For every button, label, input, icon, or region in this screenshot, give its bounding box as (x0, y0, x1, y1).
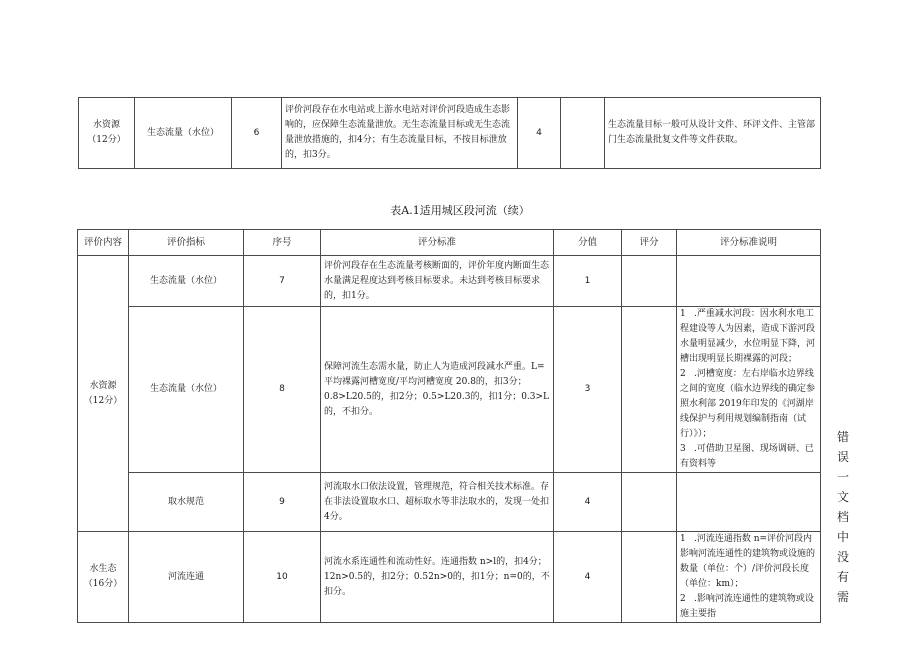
header-seq: 序号 (244, 230, 321, 256)
table-header-row (78, 230, 821, 256)
seq-cell: 9 (244, 473, 321, 532)
table-row (78, 532, 821, 623)
explain-cell (677, 307, 821, 473)
standard-cell: 保障河流生态需水量，防止人为造成河段减水严重。L=平均裸露河槽宽度/平均河槽宽度 20.8的，扣3分；0.8>L20.5的，扣2分；0.5>L20.3的，扣1分；0.3>L的，不扣分。 (321, 307, 554, 473)
score-cell (622, 532, 677, 623)
top-table (78, 97, 821, 169)
list-item: 2 .影响河流连通性的建筑物或设施主要指 (680, 594, 814, 619)
seq-cell: 7 (244, 256, 321, 307)
content-cell (78, 256, 129, 532)
explain-cell (677, 532, 821, 623)
table-row (79, 98, 821, 169)
seq-cell: 6 (232, 98, 282, 169)
content-score: （12分） (87, 135, 126, 145)
explain-cell: 生态流量目标一般可从设计文件、环评文件、主管部门生态流量批复文件等文件获取。 (605, 98, 821, 169)
value-cell: 4 (518, 98, 561, 169)
list-item: 2 .河槽宽度：左右岸临水边界线之间的宽度（临水边界线的确定参照水利部 2019年印发的《河湖岸线保护与利用规划编制指南（试行）》）； (680, 369, 816, 439)
indicator-cell: 河流连通 (129, 532, 244, 623)
standard-cell: 评价河段存在水电站或上游水电站对评价河段造成生态影响的，应保障生态流量泄放。无生态流量目标或无生态流量泄放措施的，扣4分；有生态流量目标，不按目标泄放的，扣3分。 (282, 98, 518, 169)
explain-cell (677, 473, 821, 532)
header-value: 分值 (554, 230, 622, 256)
header-content: 评价内容 (78, 230, 129, 256)
header-indicator: 评价指标 (129, 230, 244, 256)
score-cell (622, 256, 677, 307)
content-cell (78, 532, 129, 623)
value-cell: 4 (554, 532, 622, 623)
explain-list (680, 532, 817, 622)
content-label: 水资源 (92, 120, 120, 130)
indicator-cell: 生态流量（水位） (129, 307, 244, 473)
indicator-cell: 生态流量（水位） (129, 256, 244, 307)
header-score: 评分 (622, 230, 677, 256)
standard-cell: 河流取水口依法设置，管理规范，符合相关技术标准。存在非法设置取水口、超标取水等非法取水的，发现一处扣4分。 (321, 473, 554, 532)
value-cell: 3 (554, 307, 622, 473)
list-item: 1 .严重减水河段：因水利水电工程建设等人为因素，造成下游河段水量明显减少，水位明显下降，河槽出现明显长期裸露的河段； (680, 309, 816, 364)
content-cell (79, 98, 135, 169)
standard-cell: 评价河段存在生态流量考核断面的，评价年度内断面生态水量满足程度达到考核目标要求。未达到考核目标要求的，扣1分。 (321, 256, 554, 307)
side-note: 错误一文档中没有需 (836, 430, 849, 604)
table-row (78, 256, 821, 307)
indicator-cell: 取水规范 (129, 473, 244, 532)
table-row (78, 473, 821, 532)
table-row (78, 307, 821, 473)
content-score: （16分） (83, 579, 123, 589)
seq-cell: 10 (244, 532, 321, 623)
value-cell: 4 (554, 473, 622, 532)
table-caption: 表A.1适用城区段河流（续） (390, 204, 530, 217)
main-table (77, 229, 821, 623)
header-standard: 评分标准 (321, 230, 554, 256)
standard-cell: 河流水系连通性和流动性好。连通指数 n>l的，扣4分；12n>0.5的，扣2分；0.52n>0的，扣1分；n=0的，不扣分。 (321, 532, 554, 623)
score-cell (561, 98, 605, 169)
header-explain: 评分标准说明 (677, 230, 821, 256)
list-item: 3 .可借助卫星图、现场调研、已有资料等 (680, 444, 814, 469)
score-cell (622, 307, 677, 473)
content-label: 水生态 (89, 564, 117, 574)
content-score: （12分） (83, 395, 123, 406)
value-cell: 1 (554, 256, 622, 307)
explain-cell (677, 256, 821, 307)
list-item: 1 .河流连通指数 n=评价河段内影响河流连通性的建筑物或设施的数量（单位：个）/评价河段长度（单位：km）； (680, 534, 816, 589)
seq-cell: 8 (244, 307, 321, 473)
content-label: 水资源 (89, 380, 117, 391)
explain-list (680, 307, 817, 472)
score-cell (622, 473, 677, 532)
indicator-cell: 生态流量（水位） (135, 98, 232, 169)
